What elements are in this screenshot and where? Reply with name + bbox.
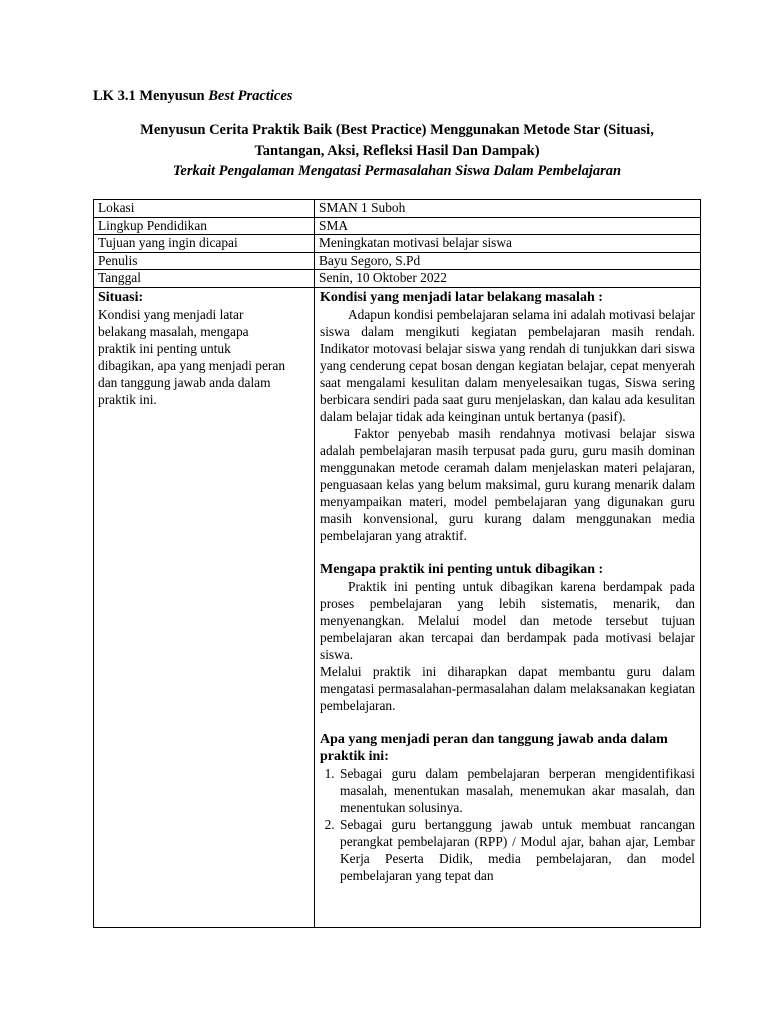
title-line-1: Menyusun Cerita Praktik Baik (Best Practice) Menggunakan Metode Star (Situasi, bbox=[140, 122, 654, 138]
meta-row-tujuan bbox=[94, 235, 701, 253]
meta-row-penulis bbox=[94, 252, 701, 270]
situasi-content-cell bbox=[315, 288, 700, 927]
meta-value: Senin, 10 Oktober 2022 bbox=[315, 270, 701, 288]
list-item: 2. Sebagai guru bertanggung jawab untuk membuat rancangan perangkat pembelajaran (RPP) / Modul ajar, bahan ajar, Lembar Kerja Peserta Didik, media pembelajaran, dan model pembelajaran yang tepat dan bbox=[338, 816, 695, 884]
paragraph-penting: Praktik ini penting untuk dibagikan karena berdampak pada proses pembelajaran yang lebih sistematis, menarik, dan menyenangkan. Melalui model dan metode tersebut tujuan pembelajaran akan tercapai dan berdampak pada motivasi belajar siswa. bbox=[320, 579, 695, 662]
list-item: 1. Sebagai guru dalam pembelajaran berperan mengidentifikasi masalah, menentukan masalah, menemukan akar masalah, dan menentukan solusinya. bbox=[338, 765, 695, 816]
meta-row-tanggal bbox=[94, 270, 701, 288]
peran-list bbox=[320, 765, 695, 884]
paragraph-harapan: Melalui praktik ini diharapkan dapat membantu guru dalam mengatasi permasalahan-permasalahan dalam melaksanakan kegiatan pembelajaran. bbox=[320, 664, 695, 713]
section-heading-peran: Apa yang menjadi peran dan tanggung jawab anda dalam praktik ini: bbox=[320, 732, 668, 764]
situasi-cell bbox=[94, 288, 315, 927]
situasi-description: Kondisi yang menjadi latar belakang masalah, mengapa praktik ini penting untuk dibagikan, apa yang menjadi peran dan tanggung jawab anda dalam praktik ini. bbox=[98, 307, 286, 407]
meta-value: SMAN 1 Suboh bbox=[315, 200, 701, 218]
header-prefix: LK 3.1 Menyusun bbox=[93, 88, 209, 104]
section-heading-mengapa: Mengapa praktik ini penting untuk dibagikan : bbox=[320, 562, 604, 577]
meta-label: Tujuan yang ingin dicapai bbox=[94, 235, 315, 253]
meta-value: Meningkatan motivasi belajar siswa bbox=[315, 235, 701, 253]
meta-table bbox=[93, 199, 701, 288]
header-italic: Best Practices bbox=[208, 88, 293, 104]
paragraph-faktor: Faktor penyebab masih rendahnya motivasi belajar siswa adalah pembelajaran masih terpusat pada guru, guru masih dominan menggunakan metode ceramah dalam menjelaskan materi pelajaran, penguasaan kelas yang belum maksimal, guru kurang menarik dalam menyampaikan materi, model pembelajaran yang digunakan guru masih konvensional, guru kurang dalam menggunakan media pembelajaran yang atraktif. bbox=[320, 426, 695, 543]
situasi-row bbox=[93, 288, 701, 928]
meta-label: Tanggal bbox=[94, 270, 315, 288]
spacer bbox=[320, 714, 695, 731]
meta-row-lingkup bbox=[94, 217, 701, 235]
title-line-2: Tantangan, Aksi, Refleksi Hasil Dan Dampak) bbox=[254, 142, 540, 159]
spacer bbox=[320, 544, 695, 561]
meta-label: Penulis bbox=[94, 252, 315, 270]
meta-value: Bayu Segoro, S.Pd bbox=[315, 252, 701, 270]
document-header bbox=[93, 88, 292, 105]
meta-label: Lingkup Pendidikan bbox=[94, 217, 315, 235]
document-title bbox=[93, 120, 701, 182]
situasi-heading: Situasi: bbox=[98, 290, 144, 305]
section-heading-latar-belakang: Kondisi yang menjadi latar belakang masalah : bbox=[320, 290, 603, 305]
title-line-3: Terkait Pengalaman Mengatasi Permasalahan Siswa Dalam Pembelajaran bbox=[172, 163, 622, 179]
meta-value: SMA bbox=[315, 217, 701, 235]
paragraph-kondisi: Adapun kondisi pembelajaran selama ini adalah motivasi belajar siswa dalam mengikuti kegiatan pembelajaran masih rendah. Indikator motovasi belajar siswa yang rendah di tunjukkan dari siswa yang cenderung cepat bosan dengan kegiatan belajar, cepat menyerah saat mengalami kesulitan dalam menyelesaikan tugas, Siswa sering berbicara sendiri pada saat guru menjelaskan, dan kalau ada kesulitan dalam belajar tidak ada keinginan untuk bertanya (pasif). bbox=[320, 307, 695, 424]
meta-row-lokasi bbox=[94, 200, 701, 218]
meta-label: Lokasi bbox=[94, 200, 315, 218]
